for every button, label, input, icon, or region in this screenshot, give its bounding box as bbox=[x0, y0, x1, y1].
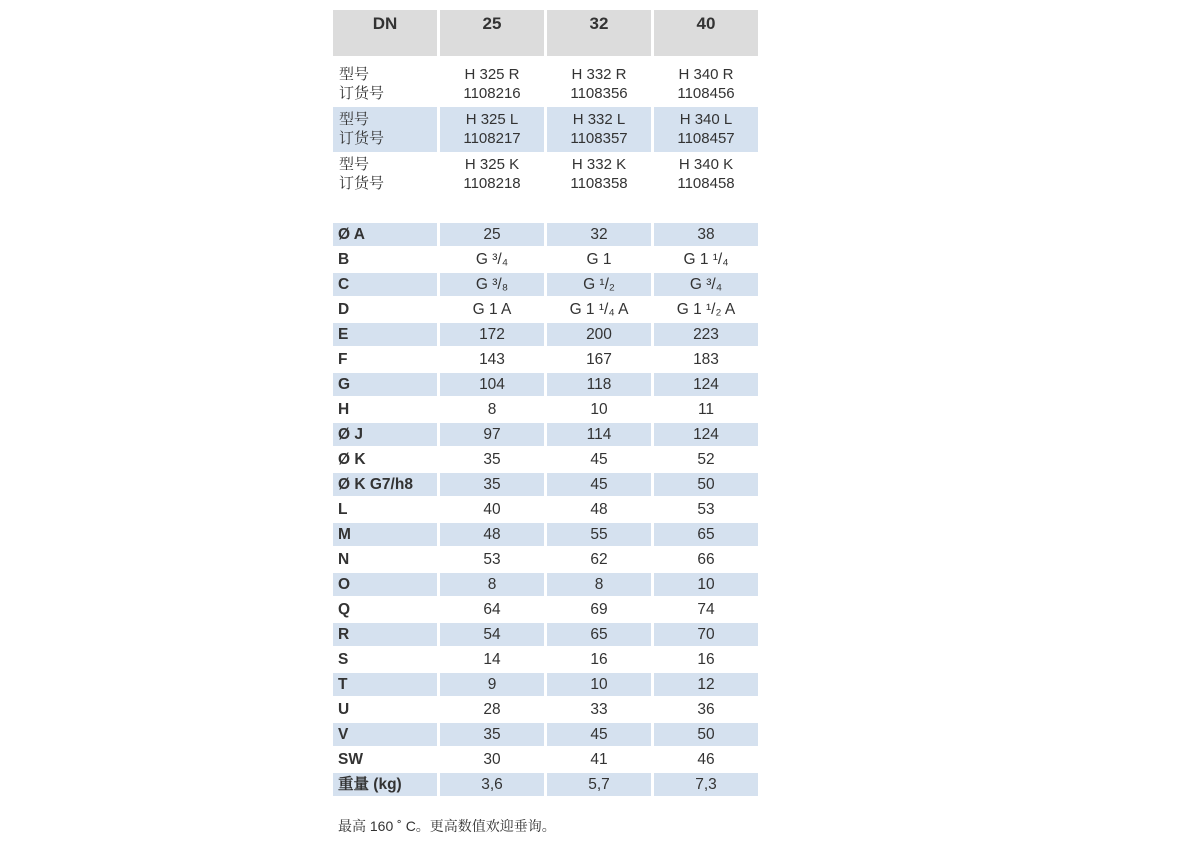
dimension-value: 70 bbox=[654, 623, 758, 646]
model-cell bbox=[440, 62, 544, 107]
table-row bbox=[333, 723, 758, 746]
table-row bbox=[333, 748, 758, 771]
dimension-value: 16 bbox=[697, 651, 715, 668]
dimension-value: 12 bbox=[654, 673, 758, 696]
table-row bbox=[333, 448, 758, 471]
dimension-label: H bbox=[338, 401, 350, 418]
dimension-value: G ¹/₂ bbox=[547, 273, 651, 296]
model-code: H 340 L bbox=[679, 111, 733, 128]
model-row-label bbox=[333, 107, 437, 152]
table-row bbox=[333, 323, 758, 346]
dimension-value: 36 bbox=[697, 701, 715, 718]
dimension-value: 143 bbox=[479, 351, 505, 368]
dimension-value: 124 bbox=[654, 373, 758, 396]
dimension-value: 35 bbox=[440, 473, 544, 496]
dimension-label: B bbox=[338, 251, 350, 268]
dimension-value: 40 bbox=[483, 501, 501, 518]
table-row bbox=[333, 298, 758, 321]
dimension-value: 10 bbox=[590, 401, 608, 418]
dimension-value: G 1 bbox=[586, 251, 612, 268]
dimension-value: 183 bbox=[693, 351, 719, 368]
dimension-value: 48 bbox=[440, 523, 544, 546]
dimension-section bbox=[333, 223, 758, 796]
dimension-value: 11 bbox=[697, 401, 715, 418]
dimension-label: M bbox=[333, 523, 437, 546]
table-row bbox=[333, 623, 758, 646]
model-cell bbox=[440, 107, 544, 152]
dimension-label: L bbox=[338, 501, 348, 518]
table-row bbox=[333, 273, 758, 296]
header-dn-label: DN bbox=[333, 10, 437, 56]
dimension-value: 32 bbox=[547, 223, 651, 246]
header-size: 40 bbox=[654, 10, 758, 56]
dimension-label: Ø J bbox=[333, 423, 437, 446]
table-row bbox=[333, 773, 758, 796]
dimension-value: 45 bbox=[547, 473, 651, 496]
dimension-value: 52 bbox=[697, 451, 715, 468]
dimension-value: 66 bbox=[697, 551, 715, 568]
dimension-label: Ø K G7/h8 bbox=[333, 473, 437, 496]
order-number: 1108218 bbox=[463, 175, 521, 192]
model-type-label: 型号 bbox=[339, 111, 370, 128]
dimension-label: V bbox=[333, 723, 437, 746]
dimension-value: G ³/₄ bbox=[654, 273, 758, 296]
model-cell bbox=[440, 152, 544, 197]
table-row bbox=[333, 248, 758, 271]
order-number: 1108357 bbox=[570, 130, 628, 147]
table-row bbox=[333, 423, 758, 446]
model-code: H 325 L bbox=[465, 111, 519, 128]
dimension-label: O bbox=[333, 573, 437, 596]
table-row bbox=[333, 223, 758, 246]
order-number-label: 订货号 bbox=[339, 85, 385, 102]
table-row bbox=[333, 673, 758, 696]
dimension-value: 33 bbox=[590, 701, 608, 718]
model-code: H 332 K bbox=[571, 156, 627, 173]
model-row-label bbox=[333, 152, 437, 197]
dimension-value: 30 bbox=[483, 751, 501, 768]
spec-table bbox=[333, 10, 758, 798]
table-row bbox=[333, 498, 758, 521]
dimension-value: G 1 ¹/₄ A bbox=[569, 301, 629, 318]
dimension-value: 104 bbox=[440, 373, 544, 396]
dimension-value: 53 bbox=[483, 551, 501, 568]
dimension-value: 45 bbox=[547, 723, 651, 746]
dimension-value: 65 bbox=[654, 523, 758, 546]
dimension-value: 55 bbox=[547, 523, 651, 546]
model-code: H 325 K bbox=[464, 156, 520, 173]
dimension-value: 8 bbox=[547, 573, 651, 596]
footnote: 最高 160 ˚ C。更高数值欢迎垂询。 bbox=[338, 818, 556, 834]
model-code: H 340 R bbox=[678, 66, 734, 83]
model-cell bbox=[654, 152, 758, 197]
dimension-value: 28 bbox=[483, 701, 501, 718]
table-header bbox=[333, 10, 758, 56]
order-number: 1108216 bbox=[463, 85, 521, 102]
dimension-value: 172 bbox=[440, 323, 544, 346]
dimension-value: 25 bbox=[440, 223, 544, 246]
model-section bbox=[333, 62, 758, 197]
dimension-label: 重量 (kg) bbox=[333, 773, 437, 796]
dimension-value: 45 bbox=[590, 451, 608, 468]
dimension-value: 35 bbox=[483, 451, 501, 468]
dimension-value: 8 bbox=[440, 573, 544, 596]
dimension-value: G 1 A bbox=[472, 301, 512, 318]
dimension-value: G 1 ¹/₄ bbox=[683, 251, 729, 268]
table-row bbox=[333, 523, 758, 546]
table-row bbox=[333, 573, 758, 596]
table-row bbox=[333, 648, 758, 671]
model-cell bbox=[547, 107, 651, 152]
order-number: 1108356 bbox=[570, 85, 628, 102]
dimension-value: 53 bbox=[697, 501, 715, 518]
dimension-label: T bbox=[333, 673, 437, 696]
dimension-value: 16 bbox=[590, 651, 608, 668]
dimension-value: 114 bbox=[547, 423, 651, 446]
table-row bbox=[333, 598, 758, 621]
dimension-value: 65 bbox=[547, 623, 651, 646]
order-number: 1108456 bbox=[677, 85, 735, 102]
dimension-value: 41 bbox=[590, 751, 608, 768]
table-row bbox=[333, 398, 758, 421]
dimension-value: 10 bbox=[654, 573, 758, 596]
dimension-value: 50 bbox=[654, 473, 758, 496]
dimension-value: 118 bbox=[547, 373, 651, 396]
dimension-value: 9 bbox=[440, 673, 544, 696]
dimension-label: U bbox=[338, 701, 350, 718]
order-number: 1108217 bbox=[463, 130, 521, 147]
order-number: 1108358 bbox=[570, 175, 628, 192]
model-code: H 340 K bbox=[678, 156, 734, 173]
dimension-label: R bbox=[333, 623, 437, 646]
dimension-value: 200 bbox=[547, 323, 651, 346]
dimension-value: 14 bbox=[483, 651, 501, 668]
header-size: 32 bbox=[547, 10, 651, 56]
dimension-value: 5,7 bbox=[547, 773, 651, 796]
dimension-value: 10 bbox=[547, 673, 651, 696]
dimension-value: 223 bbox=[654, 323, 758, 346]
dimension-value: 167 bbox=[586, 351, 612, 368]
dimension-value: 64 bbox=[483, 601, 501, 618]
dimension-value: 38 bbox=[654, 223, 758, 246]
model-row bbox=[333, 62, 758, 107]
model-cell bbox=[654, 62, 758, 107]
dimension-label: SW bbox=[338, 751, 363, 768]
dimension-value: G ³/₈ bbox=[440, 273, 544, 296]
dimension-label: C bbox=[333, 273, 437, 296]
dimension-label: N bbox=[338, 551, 350, 568]
dimension-value: 54 bbox=[440, 623, 544, 646]
table-row bbox=[333, 373, 758, 396]
table-row bbox=[333, 473, 758, 496]
dimension-value: 48 bbox=[590, 501, 608, 518]
table-row bbox=[333, 548, 758, 571]
order-number: 1108457 bbox=[677, 130, 735, 147]
header-size: 25 bbox=[440, 10, 544, 56]
dimension-value: 62 bbox=[590, 551, 608, 568]
dimension-label: E bbox=[333, 323, 437, 346]
dimension-label: D bbox=[338, 301, 350, 318]
model-row-label bbox=[333, 62, 437, 107]
dimension-label: Q bbox=[338, 601, 351, 618]
model-cell bbox=[654, 107, 758, 152]
table-row bbox=[333, 698, 758, 721]
dimension-value: 46 bbox=[697, 751, 715, 768]
dimension-label: S bbox=[338, 651, 349, 668]
dimension-label: F bbox=[338, 351, 348, 368]
model-type-label: 型号 bbox=[339, 66, 370, 83]
dimension-value: G 1 ¹/₂ A bbox=[676, 301, 736, 318]
dimension-value: 8 bbox=[487, 401, 497, 418]
model-cell bbox=[547, 62, 651, 107]
order-number-label: 订货号 bbox=[339, 175, 385, 192]
dimension-label: G bbox=[333, 373, 437, 396]
model-code: H 332 R bbox=[571, 66, 627, 83]
dimension-label: Ø A bbox=[333, 223, 437, 246]
dimension-value: 7,3 bbox=[654, 773, 758, 796]
model-cell bbox=[547, 152, 651, 197]
dimension-value: 124 bbox=[654, 423, 758, 446]
dimension-value: 50 bbox=[654, 723, 758, 746]
model-row bbox=[333, 152, 758, 197]
dimension-value: G ³/₄ bbox=[475, 251, 509, 268]
dimension-value: 69 bbox=[590, 601, 608, 618]
model-code: H 325 R bbox=[464, 66, 520, 83]
dimension-value: 35 bbox=[440, 723, 544, 746]
dimension-value: 74 bbox=[697, 601, 715, 618]
model-row bbox=[333, 107, 758, 152]
dimension-label: Ø K bbox=[338, 451, 366, 468]
dimension-value: 3,6 bbox=[440, 773, 544, 796]
order-number-label: 订货号 bbox=[339, 130, 385, 147]
model-code: H 332 L bbox=[572, 111, 626, 128]
model-type-label: 型号 bbox=[339, 156, 370, 173]
table-row bbox=[333, 348, 758, 371]
order-number: 1108458 bbox=[677, 175, 735, 192]
dimension-value: 97 bbox=[440, 423, 544, 446]
